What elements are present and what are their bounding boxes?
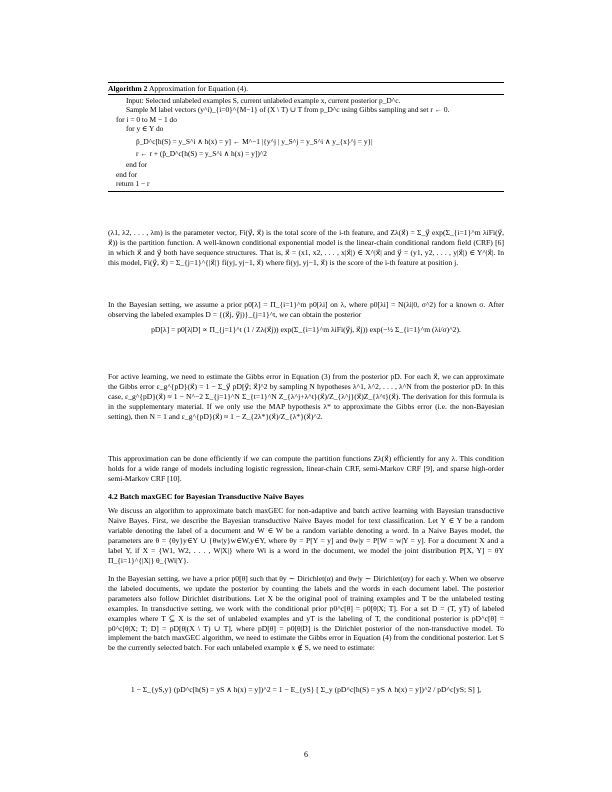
paragraph-bayesian-setting: In the Bayesian setting, we assume a prior p0[λ] = Π_{i=1}^m p0[λi] on λ, where p0[λi] = N(λi|0, σ^2) for a known σ. After observing the labeled examples D = {(x⃗j, y⃗j)}_{j=1}^t, we can obtain the posterior	[108, 300, 504, 319]
paragraph-crf-definition: (λ1, λ2, . . . , λm) is the parameter vector, Fi(y⃗, x⃗) is the total score of the i-th feature, and Zλ(x⃗) = Σ_y⃗ exp(Σ_{i=1}^m λiFi(y⃗, x⃗)) is the partition function. A well-known conditional exponential model is the linear-chain conditional random field (CRF) [6] in which x⃗ and y⃗ both have sequence structures. That is, x⃗ = (x1, x2, . . . , x|x⃗|) ∈ X^|x⃗| and y⃗ = (y1, y2, . . . , y|x⃗|) ∈ Y^|x⃗|. In this model, Fi(y⃗, x⃗) = Σ_{j=1}^{|x⃗|} fi(yj, yj−1, x⃗) where fi(yj, yj−1, x⃗) is the score of the i-th feature at position j.	[108, 228, 504, 267]
algorithm-body	[108, 95, 504, 191]
paragraph-gibbs-error: For active learning, we need to estimate the Gibbs error in Equation (3) from the posterior pD. For each x⃗, we can approximate the Gibbs error ε_g^{pD}(x⃗) = 1 − Σ_y⃗ pD[y⃗; x⃗]^2 by sampling N hypotheses λ^1, λ^2, . . . , λ^N from the posterior pD. In this case, ε_g^{pD}(x⃗) ≈ 1 − N^−2 Σ_{j=1}^N Σ_{t=1}^N Z_{λ^j+λ^t}(x⃗)/Z_{λ^j}(x⃗)Z_{λ^t}(x⃗). The derivation for this formula is in the supplementary material. If we only use the MAP hypothesis λ* to approximate the Gibbs error (i.e. the non-Bayesian setting), then N = 1 and ε_g^{pD}(x⃗) ≈ 1 − Z_{2λ*}(x⃗)/Z_{λ*}(x⃗)^2.	[108, 372, 504, 421]
paragraph-transductive: In the Bayesian setting, we have a prior p0[θ] such that θy ∼ Dirichlet(α) and θw|y ∼ Dirichlet(αy) for each y. When we observe the labeled documents, we update the posterior by counting the labels and the words in each document label. The posterior parameters also follow Dirichlet distributions. Let X be the original pool of training examples and T be the unlabeled testing examples. In transductive setting, we work with the conditional prior p0^c[θ] = p0[θ|X; T]. For a set D = (T, yT) of labeled examples where T ⊆ X is the set of unlabeled examples and yT is the labeling of T, the conditional posterior is pD^c[θ] = p0^c[θ|X; T; D] = pD[θ|(X \ T) ∪ T], where pD[θ] = p0[θ|D] is the Dirichlet posterior of the non-transductive model. To implement the batch maxGEC algorithm, we need to estimate the Gibbs error in Equation (4) from the conditional posterior. Let S be the currently selected batch. For each unlabeled example x ∉ S, we need to estimate:	[108, 574, 504, 653]
algorithm-line: Sample M label vectors (y^i)_{i=0}^{M−1} of (X \ T) ∪ T from p_D^c using Gibbs sampling and set r ← 0.	[126, 105, 450, 115]
algorithm-line: Input: Selected unlabeled examples S, current unlabeled example x, current posterior p_D^c.	[126, 96, 401, 105]
algorithm-caption	[108, 83, 504, 94]
algorithm-line: end for	[116, 169, 138, 179]
algorithm-line: for y ∈ Y do	[126, 124, 164, 134]
algorithm-box	[108, 82, 504, 192]
paper-page	[108, 0, 504, 792]
algorithm-line: r ← r + (p̂_D^c[h(S) = y_S^i ∧ h(x) = y])^2	[136, 149, 267, 159]
algorithm-line: p̂_D^c[h(S) = y_S^i ∧ h(x) = y] ← M^−1 |{y^j | y_S^j = y_S^i ∧ y_{x}^j = y}|	[136, 136, 373, 146]
algorithm-caption-text: Approximation for Equation (4).	[148, 84, 249, 93]
equation-batch-gibbs: 1 − Σ_{yS,y} (pD^c[h(S) = yS ∧ h(x) = y])^2 = 1 − E_{yS} [ Σ_y (pD^c[h(S) = yS ∧ h(x) = y])^2 / pD^c[yS; S] ],	[130, 685, 482, 694]
paragraph-naive-bayes: We discuss an algorithm to approximate batch maxGEC for non-adaptive and batch active learning with Bayesian transductive Naive Bayes. First, we describe the Bayesian transductive Naive Bayes model for text classification. Let Y ∈ Y be a random variable denoting the label of a document and W ∈ W be a random variable denoting a word. In a Naive Bayes model, the parameters are θ = {θy}y∈Y ∪ {θw|y}w∈W,y∈Y, where θy = P[Y = y] and θw|y = P[W = w|Y = y]. For a document X and a label Y, if X = {W1, W2, . . . , W|X|} where Wi is a word in the document, we model the joint distribution P[X, Y] = θY Π_{i=1}^{|X|} θ_{Wi|Y}.	[108, 506, 504, 565]
paragraph-efficiency: This approximation can be done efficiently if we can compute the partition functions Zλ(x⃗) efficiently for any λ. This condition holds for a wide range of models including logistic regression, linear-chain CRF, semi-Markov CRF [9], and sparse high-order semi-Markov CRF [10].	[108, 454, 504, 483]
equation-posterior: pD[λ] = p0[λ|D] ∝ Π_{j=1}^t (1 / Zλ(x⃗j)) exp(Σ_{i=1}^m λiFi(y⃗j, x⃗j)) exp(−½ Σ_{i=1}^m (λi/σ)^2).	[151, 325, 461, 334]
algorithm-caption-label: Algorithm 2	[108, 84, 148, 93]
algorithm-line: return 1 − r	[116, 179, 150, 189]
section-title: 4.2 Batch maxGEC for Bayesian Transductive Naive Bayes	[108, 492, 304, 501]
algorithm-line: end for	[126, 160, 148, 170]
page-number: 6	[304, 750, 308, 759]
algorithm-bottom-rule	[108, 191, 504, 192]
algorithm-line: for i = 0 to M − 1 do	[116, 114, 177, 124]
